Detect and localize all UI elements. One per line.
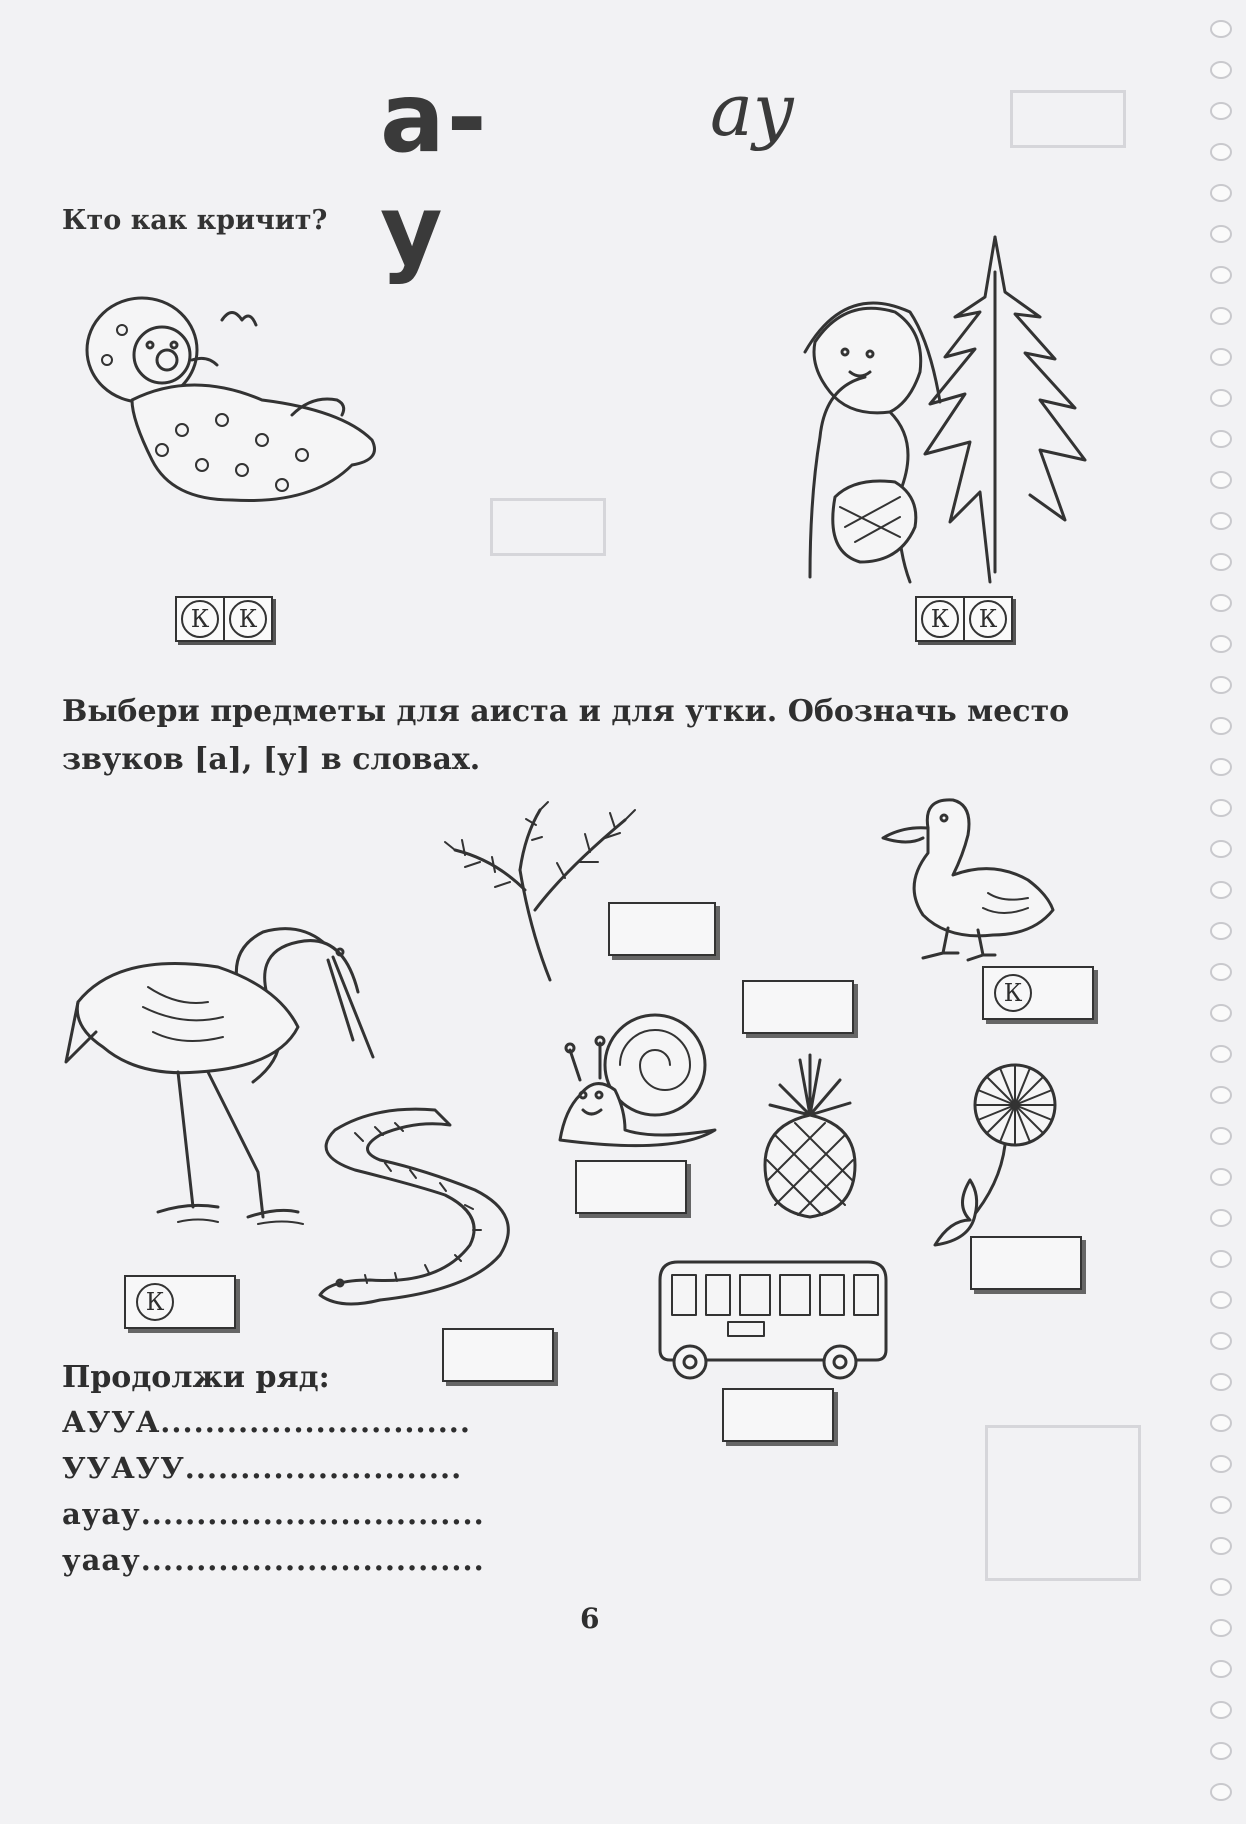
scheme-cell-letter: К	[969, 600, 1007, 638]
task2-instruction: Выбери предметы для аиста и для утки. Обозначь место звуков [а], [у] в словах.	[62, 694, 1070, 777]
snake-icon	[315, 1105, 560, 1310]
answer-box-snail[interactable]	[742, 980, 854, 1034]
dill-icon	[440, 800, 650, 985]
answer-box-dill[interactable]	[608, 902, 716, 956]
show-through-decoration	[490, 498, 606, 556]
answer-box-stork[interactable]	[124, 1275, 236, 1329]
dandelion-icon	[915, 1060, 1075, 1250]
answer-box-letter: К	[994, 974, 1032, 1012]
bus-icon	[650, 1260, 890, 1385]
sound-scheme-2[interactable]	[915, 596, 1013, 642]
title-print-letters: а-у	[380, 62, 489, 286]
baby-icon	[62, 290, 392, 510]
snail-icon	[555, 1010, 725, 1150]
girl-in-forest-icon	[795, 232, 1115, 587]
answer-box-letter: К	[136, 1283, 174, 1321]
binding-holes	[1210, 20, 1232, 1824]
series-row[interactable]: ауау...............................	[62, 1497, 485, 1531]
answer-box-snail-lower[interactable]	[575, 1160, 687, 1214]
answer-box-bus[interactable]	[722, 1388, 834, 1442]
show-through-decoration	[985, 1425, 1141, 1581]
series-row[interactable]: уаау...............................	[62, 1543, 485, 1577]
title-script-letters: ау	[710, 68, 795, 152]
pineapple-icon	[755, 1055, 865, 1220]
duck-icon	[878, 798, 1058, 963]
answer-box-duck[interactable]	[982, 966, 1094, 1020]
answer-box-dandelion[interactable]	[970, 1236, 1082, 1290]
show-through-decoration	[1010, 90, 1126, 148]
continue-series-task	[62, 1360, 485, 1583]
scheme-cell-letter: К	[229, 600, 267, 638]
scheme-cell-letter: К	[921, 600, 959, 638]
series-row[interactable]: АУУА............................	[62, 1405, 471, 1439]
sound-scheme-1[interactable]	[175, 596, 273, 642]
task3-label: Продолжи ряд:	[62, 1360, 330, 1395]
task1-heading: Кто как кричит?	[62, 205, 328, 236]
page-number: 6	[580, 1602, 600, 1635]
scheme-cell-letter: К	[181, 600, 219, 638]
series-row[interactable]: УУАУУ.........................	[62, 1451, 463, 1485]
